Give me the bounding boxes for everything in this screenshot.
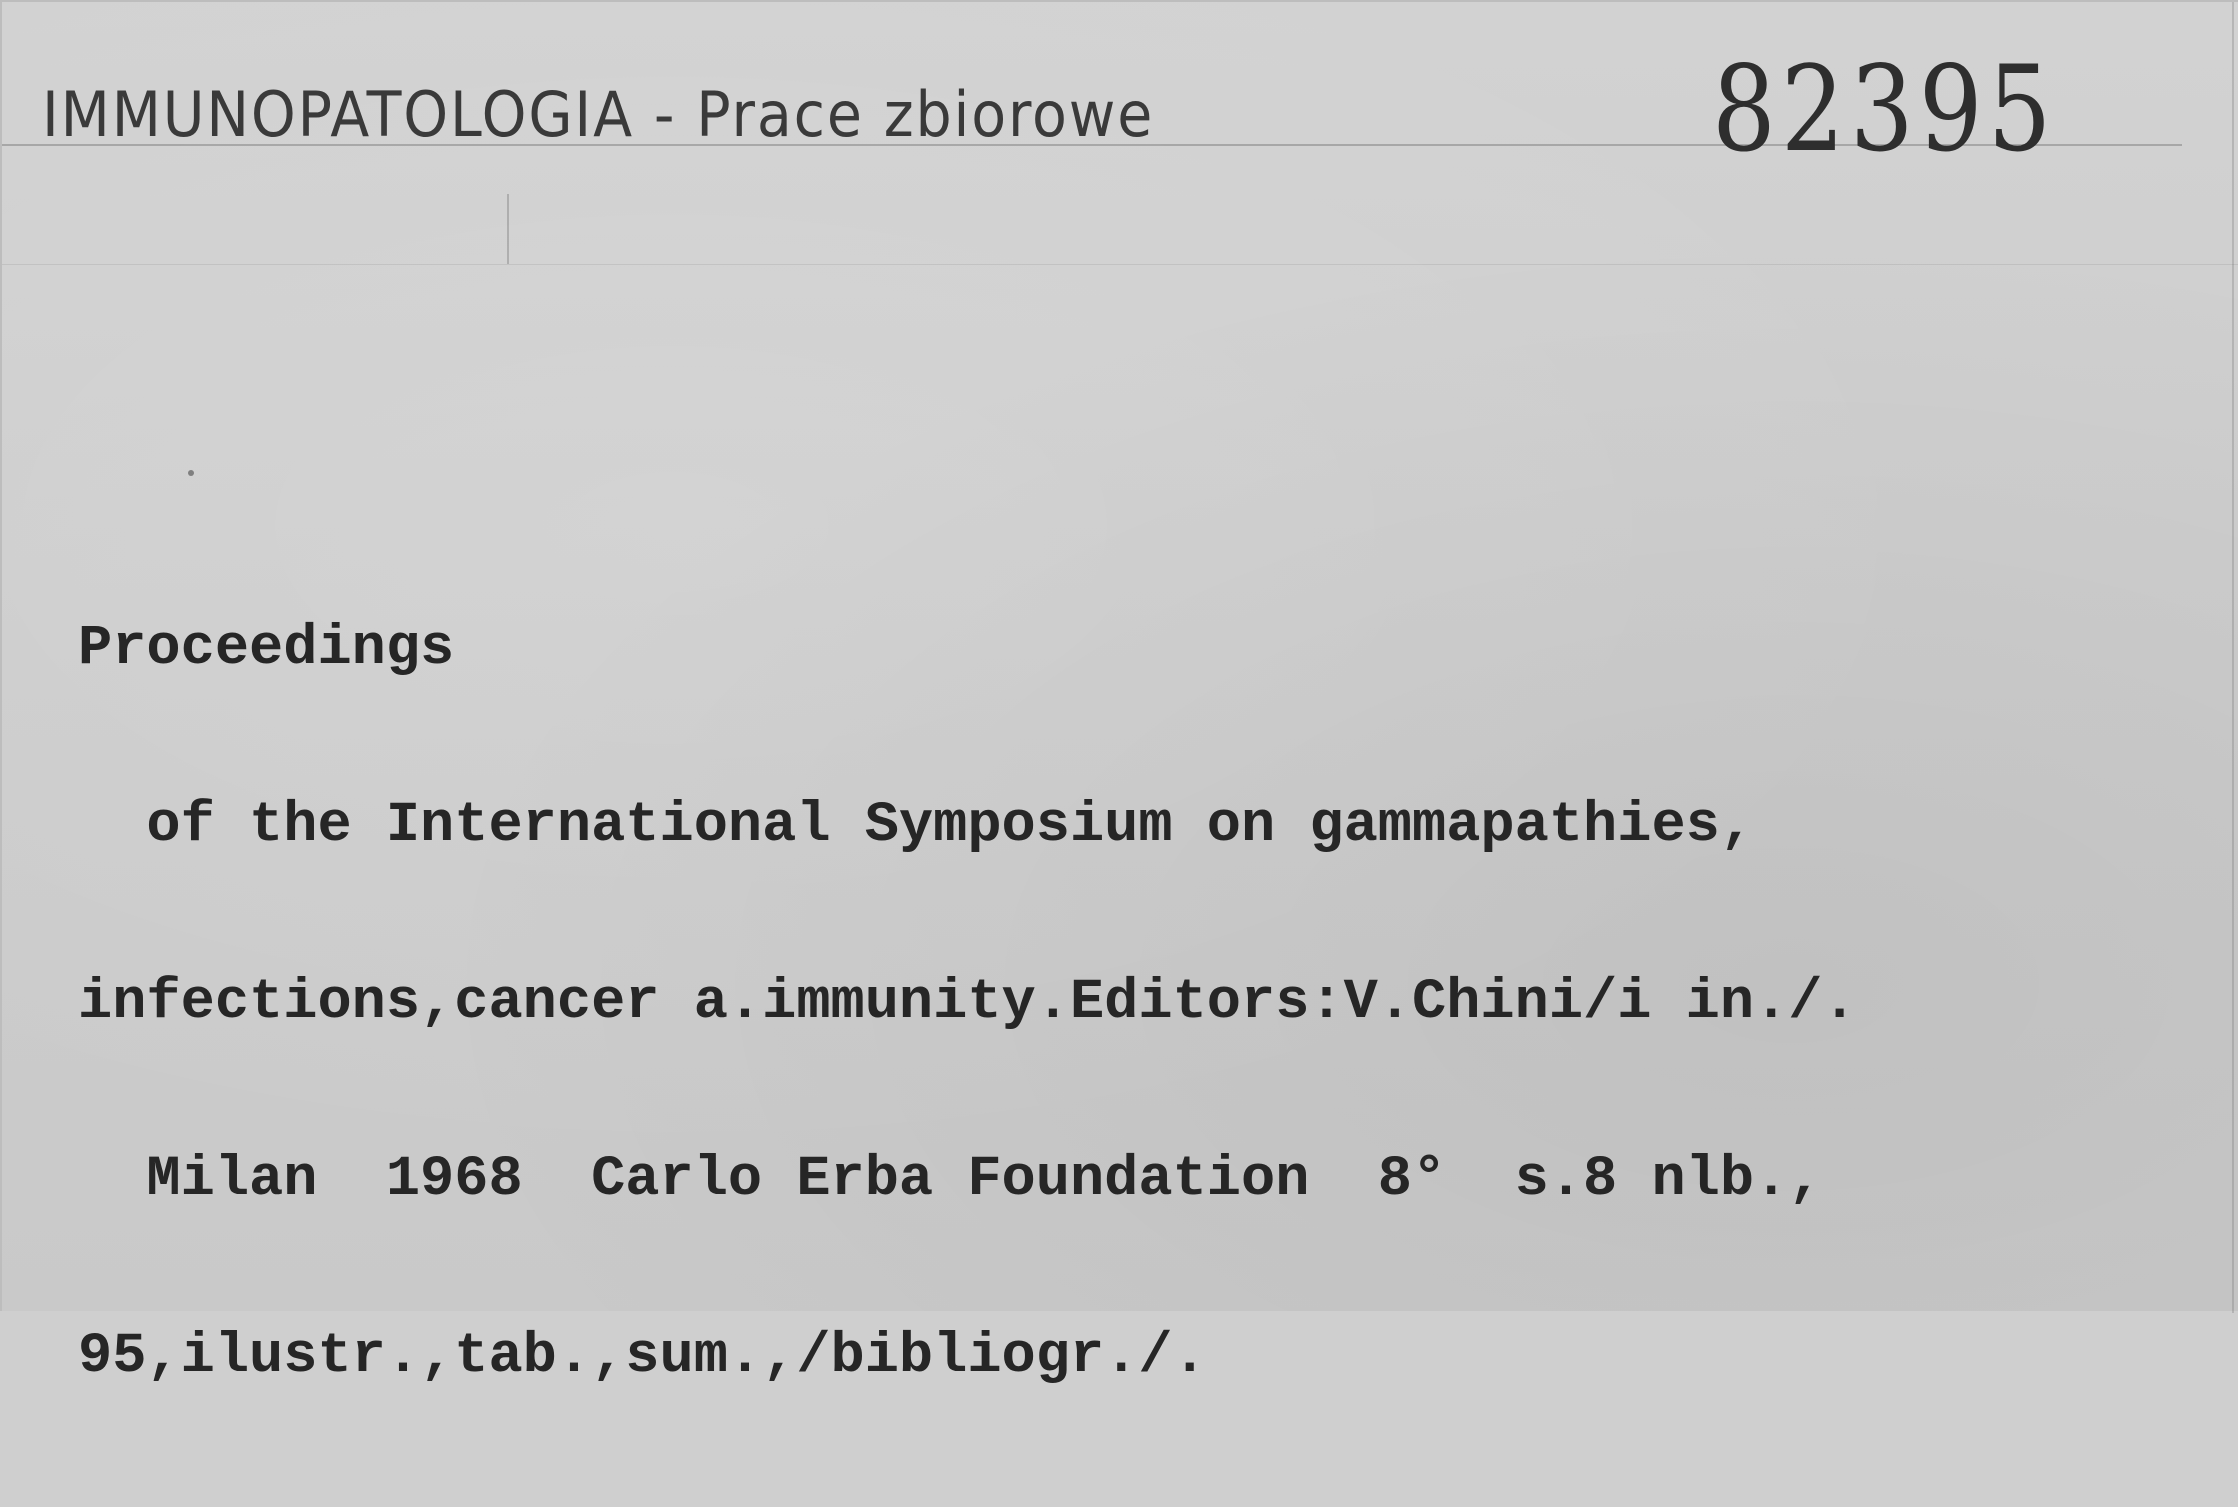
entry-line: infections,cancer a.immunity.Editors:V.Chini/i in./. [78, 971, 1857, 1035]
entry-line-title: Proceedings [78, 617, 455, 681]
ink-speck [188, 470, 194, 476]
entry-line-imprint: Milan 1968 Carlo Erba Foundation 8° s.8 nlb., [78, 1148, 1823, 1212]
bibliographic-entry [78, 502, 1857, 1505]
subject-heading: IMMUNOPATOLOGIA - Prace zbiorowe [42, 78, 1155, 151]
entry-line-collation: 95,ilustr.,tab.,sum.,/bibliogr./. [78, 1325, 1207, 1389]
faint-rule [2, 264, 2238, 265]
entry-line: of the International Symposium on gammapathies, [78, 794, 1755, 858]
vertical-mark [507, 194, 509, 264]
call-number: 82395 [1712, 40, 2057, 178]
card-edge [2232, 2, 2234, 1313]
